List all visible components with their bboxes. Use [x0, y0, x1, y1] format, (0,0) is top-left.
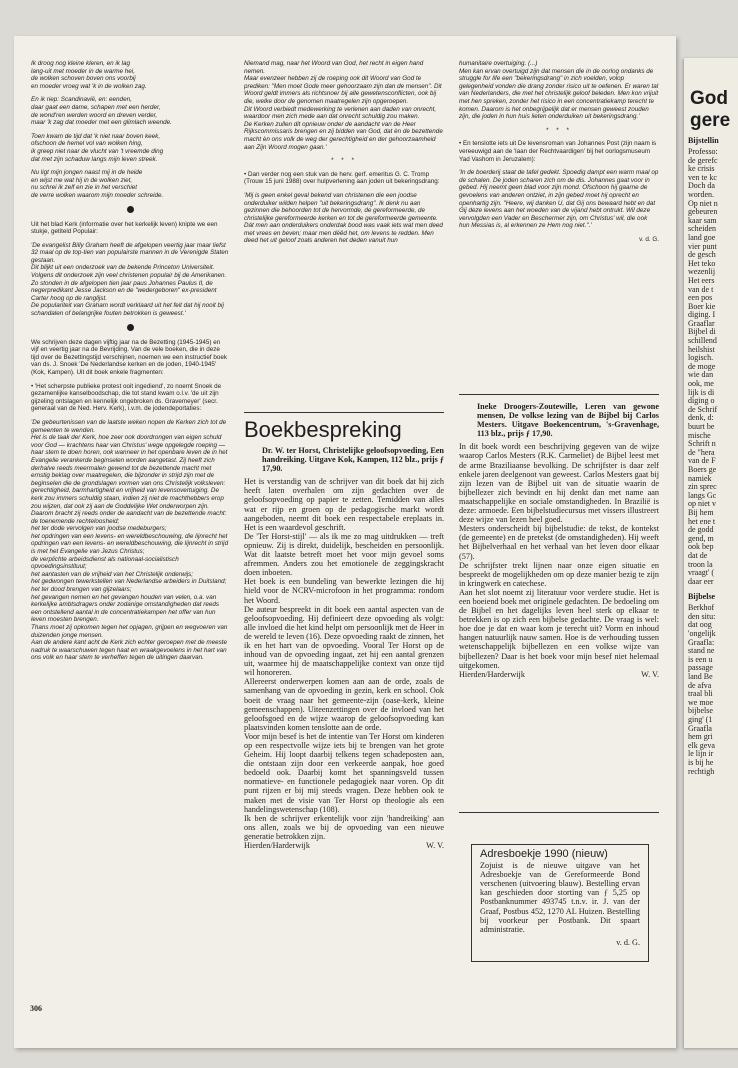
next-page-subheading: Bijstellin [688, 136, 719, 145]
review-paragraph: Ik ben de schrijver erkentelijk voor zijn 'handreiking' aan ons allen, zoals we bij de opvoeding van een nieuwe generatie betrokken zijn. [244, 813, 444, 841]
review-paragraph: Aan het slot noemt zij literatuur voor verdere studie. Het is een boeiend boek met originele gedachten. De bedoeling om de Bijbel en het dagelijks leven heel sterk op elkaar te betrekken is op zich een bijbelse gedachte. De vraag is wel: hoe doe je dat en waar kom je terecht uit? Vorm en inhoud hangen natuurlijk nauw samen. Hoe is de verhouding tussen wetenschappelijk bijbellezen en een volkse wijze van bijbellezen? Daar is het boek voor mijn besef niet helemaal uitgekomen. [459, 587, 659, 670]
review-paragraph: Mesters onderscheidt bij bijbelstudie: de tekst, de kontekst (de gemeente) en de pretekst (de omstandigheden). Hij weeft het Bijbelverhaal en het verhaal van het leven door elkaar (57). [459, 524, 659, 561]
boekbespreking-heading: Boekbespreking [244, 417, 402, 442]
review-1-initials: W. V. [426, 841, 444, 851]
bullet-dot [127, 206, 134, 213]
next-page-title-line: God [690, 88, 728, 109]
tromp-quote: 'Mij is geen enkel geval bekend van christenen die een joodse onderduiker wilden helpen "uit bekeringsdrang". Ik denk nu aan gezinnen die behoorden tot de hervormde, de gereformeerde, de christelijke gereformeerde kerken en tot de gereformeerde gemeente. Dát men aan onderduikers onderdak bood was vaak iets wat men deed met vrees en beven; maar men déêd het, om levens te redden. Men deed het uit geloof zoals anderen het deden vanuit hun [244, 191, 443, 245]
review-paragraph: Het is verstandig van de schrijver van dit boek dat hij zich heeft laten overhalen om zijn gedachten over de geloofsopvoeding op papier te zetten. Temidden van alles wat er rijp en groen op de pedagogische markt wordt aangeboden, neemt dit boek een respectabele ereplaats in. Het is een waardevol geschrift. [244, 477, 444, 532]
poem-stanza: Toen kwam de tijd dat 'k niet naar boven keek, ofschoon de hemel vol van wolken hing, ik greep niet naar de vlucht van 't vreemde ding dat met zijn schaduw langs mijn leven streek. [31, 132, 164, 163]
next-page-text: Berkhof den situ: dat oog 'ongelijk Graafla: stand ne is een u passage land Be de afva traal bli we moe bijbelse ging' (1 Graafla hem gri elk geva le lijn ir is bij he rechtigh [688, 603, 716, 776]
adresboekje-title: Adresboekje 1990 (nieuw) [480, 848, 608, 860]
adresboekje-body: Zojuist is de nieuwe uitgave van het Adresboekje van de Gereformeerde Bond verschenen (uitvoering blauw). Bestelling ervan kan geschieden door storting van ƒ 5,25 op Postbanknummer 493745 t.n.v. ir. J. van der Graaf, Postbus 452, 1270 AL Huizen. Bestelling bij voorkeur per Postbank. Dit spaart administratie. [480, 861, 640, 934]
poem-stanza: En ik riep: Scandinavië, en: eenden, daar gaat een dame, schapen met een herder, de wond'ren werden woord en dreven verder, maar 'k zag dat moeder met een glimlach weende. [31, 96, 172, 127]
column-3-top [459, 60, 659, 390]
section-separator-stars: * * * [546, 126, 572, 134]
adresboekje-signature: v. d. G. [616, 937, 640, 947]
next-page-subheading: Bijbelse [688, 592, 716, 602]
review-paragraph: Voor mijn besef is het de intentie van Ter Horst om kinderen op een respectvolle wijze iets bij te brengen van het grote Geheim. Hij loopt daarbij telkens tegen schadeposten aan, die ontstaan zijn door een verkeerde aanpak, hoe goed bedoeld ook. Daarbij komt het spanningsveld tussen normatieve- en functionele pedagogiek naar voren. Op dit punt rijzen er bij mij steeds vragen. Deze hebben ook te maken met de visie van Ter Horst op theologie als een handelingswetenschap (108). [244, 731, 444, 814]
kerk-intro: Uit het blad Kerk (informatie over het kerkelijk leven) knipte we een stukje, getiteld Populair: [31, 220, 218, 236]
page-number: 306 [30, 1004, 42, 1013]
kanselboodschap-continued: Niemand mag, naar het Woord van God, het recht in eigen hand nemen. Maar evenzeer hebben zij de roeping ook dit Woord van God te prediken: "Men moet Gode meer gehoorzaam zijn dan de mensen". Dit Woord geldt immers als richtsnoer bij alle gewetensconflicten, ook bij die, welke door de genomen maatregelen zijn opgeroepen. Dit Woord verbiedt medewerking te verlenen aan daden van onrecht, waardoor men zich mede aan dat onrecht schuldig zou maken. De Kerken zullen dit opnieuw onder de aandacht van de Heer Rijkscommissaris brengen en zij bidden van God, dat èn de bezettende macht èn ons volk de weg der gerechtigheid en der gehoorzaamheid aan Zijn Woord mogen gaan.' [244, 60, 443, 151]
section-separator-stars: * * * [331, 157, 357, 165]
signature-vdg: v. d. G. [639, 235, 659, 243]
review-2-header: Ineke Droogers-Zoutewille, Leren van gewone mensen, De volkse lezing van de Bijbel bij Carlos Mesters. Uitgave Boekencentrum, 's-Gravenhage, 113 blz., prijs ƒ 17,90. [477, 402, 659, 439]
review-1-header: Dr. W. ter Horst, Christelijke geloofsopvoeding, Een handreiking. Uitgave Kok, Kampen, 112 blz., prijs ƒ 17,90. [262, 446, 444, 474]
section-rule [459, 394, 659, 395]
review-2-initials: W. V. [641, 669, 659, 679]
review-paragraph: De 'Ter Horst-stijl' — als ik me zo mag uitdrukken — treft opnieuw. Zij is direkt, duidelijk, bescheiden en persoonlijk. Wat dit laatste betreft moet het voor mijn gevoel soms afremmen. Anders zou het emotionele de zeggingskracht doen inboeten. [244, 531, 444, 578]
column-1 [31, 60, 229, 1012]
bullet-paragraph-1: • 'Het scherpste publieke protest ooit ingediend', zo noemt Snoek de gezamenlijke kanselboodschap, die tot stand kwam o.l.v. 'de uit zijn gijzeling ontslagen en kennelijk ongebroken ds. Gravemeyer' (secr. generaal van de Ned. Herv. Kerk), i.v.m. de jodendeportaties: [31, 382, 222, 413]
poem-stanza: Nu ligt mijn jongen naast mij in de heide en wijst me wat hij in de wolken ziet, nu schrei ik zelf en zie in het verschiet de verre wolken waarom mijn moeder schreide. [31, 169, 164, 199]
review-paragraph: De auteur bespreekt in dit boek een aantal aspecten van de geloofsopvoeding. Hij definieert deze opvoeding als volgt: alle invloed die het kind helpt om persoonlijk met de Heer in de wereld te leven (16). Deze opvoeding raakt de zinnen, het ik en het hart van de opvoeding. Vooral Ter Horst op de inhoud van de opvoeding ingaat, zet hij een aantal grenzen uit, waarmee hij de maatschappelijke context van onze tijd wil honoreren. [244, 604, 444, 678]
kanselboodschap-quote: 'De gebeurtenissen van de laatste weken nopen de Kerken zich tot de gemeenten te wenden. Het is de taak der Kerk, hoe zeer ook doordrongen van eigen schuld voor God — krachtens haar van Christus' wege opgelegde roeping — haar stem te doen horen, ook wanneer in het openbare leven de in het Evangelie verankerde beginselen worden aangetast. Zij heeft zich derhalve reeds meermalen gewend tot de bezettende macht met ernstig beklag over maatregelen, die bijzonder in strijd zijn met de beginselen die de grondslagen vormen van ons Christelijk volksleven: gerechtigheid, barmhartigheid en vrijheid van levensovertuiging. De kerk zou immers schuldig staan, indien zij niet de machthebbers erop zou wijzen, dat ook zij aan de Goddelijke Wet onderworpen zijn. Daarom bracht zij reeds onder de aandacht van de bezettende macht: de toenemende rechteloosheid; het ter dode vervolgen van joodse medeburgers; het opdringen van een levens- en wereldbeschouwing, die lijnrecht het opdringen van een levens- en wereldbeschouwing, die lijnrecht in strijd is met het Evangelie van Jezus Christus; de verplichte arbeidsdienst als nationaal-socialistisch opvoedingsinstituut; het aantasten van de vrijheid van het Christelijk onderwijs; het gedwongen tewerkstellen van Nederlandse arbeiders in Duitsland; het ter dood brengen van gijzelaars; het gevangen nemen en het gevangen houden van velen, o.a. van kerkelijke ambtsdragers onder zodanige omstandigheden dat reeds een ontstellend aantal in de concentratiekampen het offer van hun leven moesten brengen. Thans moet zij opkomen tegen het opjagen, grijpen en wegvoeren van duizenden jonge mensen. Aan de andere kant acht de Kerk zich echter geroepen met de meeste nadruk te waarschuwen tegen haat en wraakgevoelens in het hart van ons volk en haar stem te verheffen tegen de uitingen daarvan. [31, 418, 229, 662]
review-paragraph: In dit boek wordt een beschrijving gegeven van de wijze waarop Carlos Mesters (R.K. Carmeliet) de Bijbel leest met de arme Braziliaanse bevolking. De schrijfster is daar zelf enkele jaren deelgenoot van geweest. Carlos Mesters gaat bij zijn lezen van de Bijbel uit van de situatie waarin de bijbellezer zich bevindt en hij denkt dan met name aan maatschappelijke en sociale omstandigheden. In Brazilië is deze: armoede. Een bijbelstudiecursus met vissers illustreert deze wijze van lezen heel goed. [459, 442, 659, 525]
review-1-signature [244, 841, 444, 850]
bullet-dot [127, 324, 134, 331]
review-2 [459, 402, 659, 808]
tromp-quote-continued: humanitaire overtuiging. (...) Men kan ervan overtuigd zijn dat mensen die in de oorlog ondanks de struggle for life een "bekeringsdrang" in zich voelden, volop gelegenheid vonden die drang zonder risico uit te oefenen. Er waren tal van Nederlanders, die met het christelijk geloof beleden. Men kon vrijuit met hen spreken, zonder het risico in een concentratiekamp terecht te komen. Daarom is het onbegrijpelijk dat er mensen geweest zouden zijn, die joden in hun huis lieten onderduiken uit bekeringsdrang.' [459, 60, 659, 121]
review-2-signature [459, 670, 659, 679]
next-page-title-line: gere [690, 110, 731, 131]
next-page-edge [684, 58, 738, 1048]
review-paragraph: De schrijfster trekt lijnen naar onze eigen situatie en bespreekt de mogelijkheden om op deze manier bezig te zijn in kringwerk en catechese. [459, 560, 659, 588]
column-2-top [244, 60, 444, 408]
adresboekje-box [471, 844, 649, 962]
review-paragraph: Het boek is een bundeling van bewerkte lezingen die hij hield voor de NCRV-microfoon in het programma: rondom het Woord. [244, 577, 444, 605]
review-2-place: Hierden/Harderwijk [459, 669, 525, 679]
review-1-place: Hierden/Harderwijk [244, 841, 310, 851]
newspaper-page [14, 36, 676, 1048]
section-rule [244, 412, 444, 413]
bullet-paragraph-3: • En tenslotte iets uit De levensroman van Johannes Post (zijn naam is vereeuwigd aan de 'laan der Rechtvaardigen' bij het oorlogsmuseum Yad Vashom in Jeruzalem): [459, 140, 657, 163]
poem-stanza: Ik droog nog kleine kleren, en ik lag lang-uit met moeder in de warme hei, de wolken schoven boven ons voorbij en moeder vroeg wat 'k in de wolken zag. [31, 60, 147, 90]
bullet-paragraph-2: • Dan verder nog een stuk van de herv. gerf. emeritus G. C. Tromp (Trouw 15 juni 1988) over hulpverlening aan joden uit bekeringsdrang: [244, 170, 440, 186]
johannes-post-quote: 'In de boerderij staat de tafel gedekt. Spoedig dampt een warm maal op de schalen. De joden scharen zich om de dis. Johannes gaat voor in gebed. Hij neemt geen blad voor zijn mond. Ofschoon hij gaarne de gevoelens van anderen ontziet, in zijn gebed moet hij oprecht en openhartig zijn. "Heere, wij danken U, dat Gij ons bewaard hebt en dat Gij deze levens aan het woeden van de vijand hebt ontrukt. Wil deze vervolgden een Vader en Beschermer zijn, om Christus' wil, die ook hun Messias is, al erkennen ze Hem nog niet.".' [459, 169, 659, 230]
section-rule [459, 812, 659, 813]
next-page-text: Professo: de gerefc ke crisis ven te kc Doch da worden. Op niet n gebeuren kaar sam scheiden land goe vier punt de gesch Het teko wezenlij Het eers van de t een pos Boer kie diging. I Graaflar Bijbel di schillend heilshist logisch. de moge wie dan ook, me lijk is di diging o de Schrif denk, d: buurt be mische Schrift n de "hera van de F Boers ge namiek zin sprec langs Gc op niet v Bij hem het ene t de godd gend, m ook bep dat de troon la vraagt' ( daar eer [688, 147, 718, 586]
kerk-quote: 'De evangelist Billy Graham heeft de afgelopen veertig jaar maar liefst 32 maal op de top-tien van populairste mannen in de Verenigde Staten gestaan. Dit blijkt uit een onderzoek van de bekende Princeton Universiteit. Volgens dit onderzoek zijn veel christenen populair bij de Amerikanen. Zo stonden in de afgelopen tien jaar paus Johannes Paulus II, de negerpredikant Jesse Jackson en de "wedergeboren" ex-president Carter hoog op de ranglijst. De populariteit van Graham wordt verklaard uit het feit dat hij nooit bij schandalen of belangrijke fouten betrokken is geweest.' [31, 241, 229, 318]
review-1 [244, 446, 444, 1012]
review-paragraph: Allereerst onderwerpen komen aan aan de orde, zoals de samenhang van de opvoeding in gezin, kerk en school. Ook boeit de vraag naar het gemeente-zijn (oase-kerk, kleine gemeenschappen). Uiteenzettingen over de invloed van het geloofsgoed en de wijze waarop de geloofsopvoeding kan plaatsvinden komen tenslotte aan de orde. [244, 677, 444, 732]
bezetting-intro: We schrijven deze dagen vijftig jaar na de Bezetting (1945-1945) en vijf en veertig jaar na de Bevrijding. Van de vele boeken, die in deze tijd over de Bezettingstijd verschijnen, noemen we een instructief boek van ds. J. Snoek 'De Nederlandse kerken en de joden, 1940-1945' (Kok, Kampen). Uit dit boek enkele fragmenten: [31, 338, 228, 376]
